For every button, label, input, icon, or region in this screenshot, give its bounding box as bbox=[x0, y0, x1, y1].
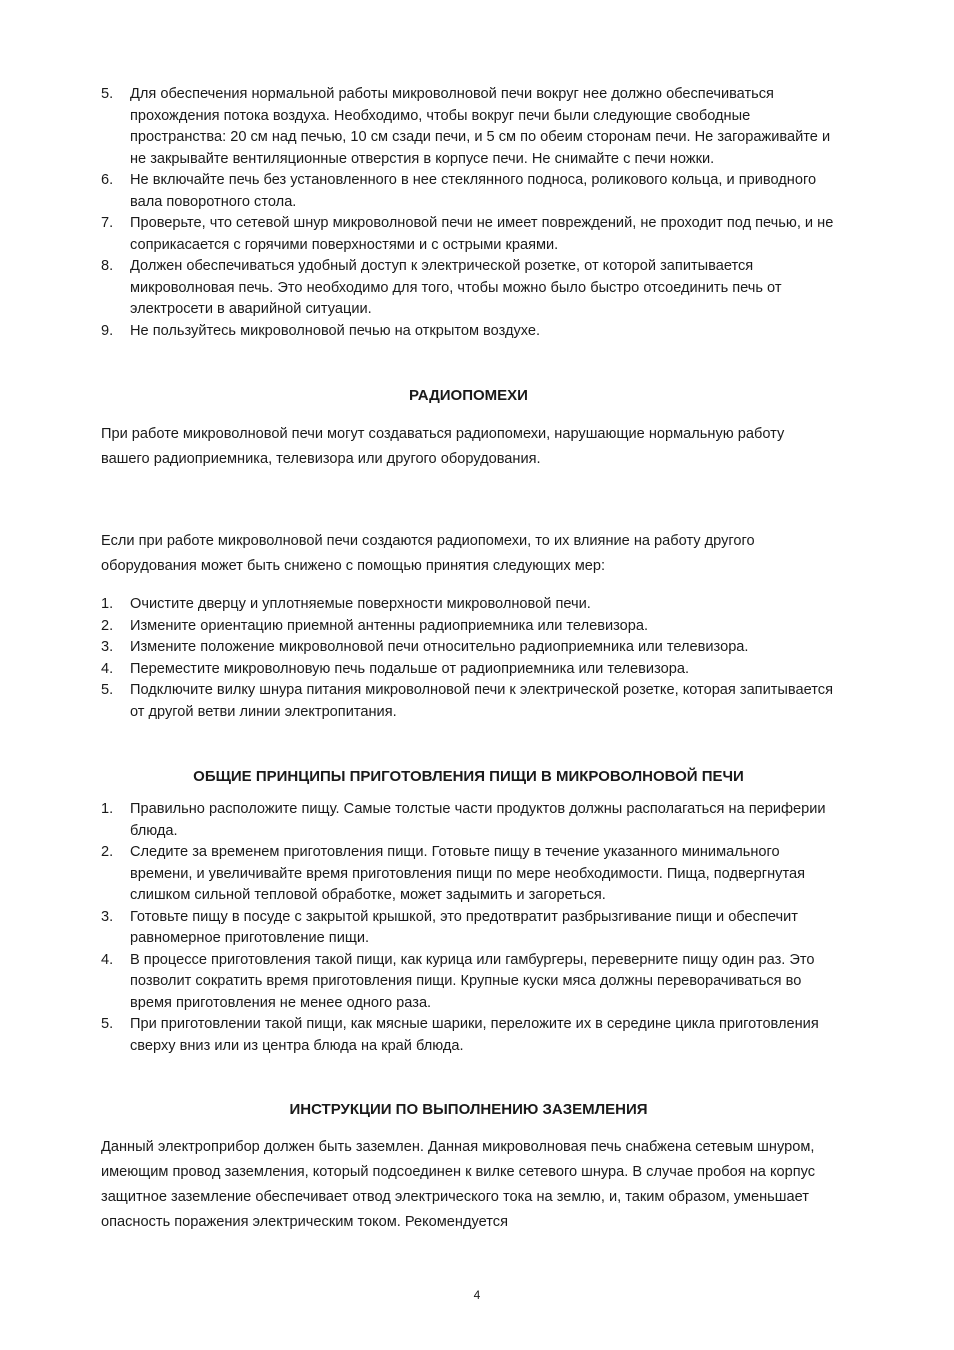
list-item: 1. Правильно расположите пищу. Самые толстые части продуктов должны располагаться на периферии блюда. bbox=[101, 801, 826, 839]
grounding-heading: ИНСТРУКЦИИ ПО ВЫПОЛНЕНИЮ ЗАЗЕМЛЕНИЯ bbox=[289, 1101, 648, 1118]
safety-list bbox=[101, 84, 836, 342]
principles-list bbox=[101, 799, 836, 1057]
list-item: 9. Не пользуйтесь микроволновой печью на открытом воздухе. bbox=[101, 322, 541, 339]
radio-measures-list bbox=[101, 594, 836, 723]
principles-heading: ОБЩИЕ ПРИНЦИПЫ ПРИГОТОВЛЕНИЯ ПИЩИ В МИКРОВОЛНОВОЙ ПЕЧИ bbox=[193, 768, 744, 785]
list-item: 2. Измените ориентацию приемной антенны радиоприемника или телевизора. bbox=[101, 617, 649, 634]
list-item: 2. Следите за временем приготовления пищи. Готовьте пищу в течение указанного минимального времени, и увеличивайте время приготовления пищи по мере необходимости. Пища, подвергнутая слишком сильной тепловой обработке, может задымить и загореться. bbox=[101, 844, 806, 903]
page-number: 4 bbox=[473, 1288, 481, 1302]
list-item: 5. Для обеспечения нормальной работы микроволновой печи вокруг нее должно обеспечиваться прохождения потока воздуха. Необходимо, чтобы вокруг печи были следующие свободные пространства: 20 см над печью, 10 см сзади печи, и 5 см по обеим сторонам печи. Не загораживайте и не закрывайте вентиляционные отверстия в корпусе печи. Не снимайте с печи ножки. bbox=[101, 86, 831, 167]
list-item: 8. Должен обеспечиваться удобный доступ к электрической розетке, от которой запитывается микроволновая печь. Это необходимо для того, чтобы можно было быстро отсоединить печь от электросети в аварийной ситуации. bbox=[101, 258, 782, 317]
list-item: 6. Не включайте печь без установленного в нее стеклянного подноса, роликового кольца, и приводного вала поворотного стола. bbox=[101, 172, 817, 210]
list-item: 5. Подключите вилку шнура питания микроволновой печи к электрической розетке, которая запитывается от другой ветви линии электропитания. bbox=[101, 682, 833, 720]
list-item: 3. Готовьте пищу в посуде с закрытой крышкой, это предотвратит разбрызгивание пищи и обеспечит равномерное приготовление пищи. bbox=[101, 908, 798, 946]
list-item: 4. Переместите микроволновую печь подальше от радиоприемника или телевизора. bbox=[101, 660, 689, 677]
document-page bbox=[101, 84, 836, 1235]
list-item: 1. Очистите дверцу и уплотняемые поверхности микроволновой печи. bbox=[101, 596, 591, 612]
radio-paragraph-2: Если при работе микроволновой печи создаются радиопомехи, то их влияние на работу другого оборудования может быть снижено с помощью принятия следующих мер: bbox=[101, 533, 755, 574]
grounding-paragraph: Данный электроприбор должен быть заземлен. Данная микроволновая печь снабжена сетевым шнуром, имеющим провод заземления, который подсоединен к вилке сетевого шнура. В случае пробоя на корпус защитное заземление обеспечивает отвод электрического тока на землю, и, таким образом, уменьшает опасность поражения электрическим током. Рекомендуется bbox=[101, 1139, 816, 1230]
list-item: 4. В процессе приготовления такой пищи, как курица или гамбургеры, переверните пищу один раз. Это позволит сократить время приготовления пищи. Крупные куски мяса должны переворачиваться во время приготовления не менее одного раза. bbox=[101, 951, 815, 1011]
list-item: 3. Измените положение микроволновой печи относительно радиоприемника или телевизора. bbox=[101, 639, 749, 655]
radio-paragraph-1: При работе микроволновой печи могут создаваться радиопомехи, нарушающие нормальную работу вашего радиоприемника, телевизора или другого оборудования. bbox=[101, 426, 785, 467]
radio-heading: РАДИОПОМЕХИ bbox=[409, 387, 528, 404]
list-item: 7. Проверьте, что сетевой шнур микроволновой печи не имеет повреждений, не проходит под печью, и не соприкасается с горячими поверхностями и с острыми краями. bbox=[101, 215, 834, 253]
list-item: 5. При приготовлении такой пищи, как мясные шарики, переложите их в середине цикла приготовления сверху вниз или из центра блюда на край блюда. bbox=[101, 1016, 819, 1054]
